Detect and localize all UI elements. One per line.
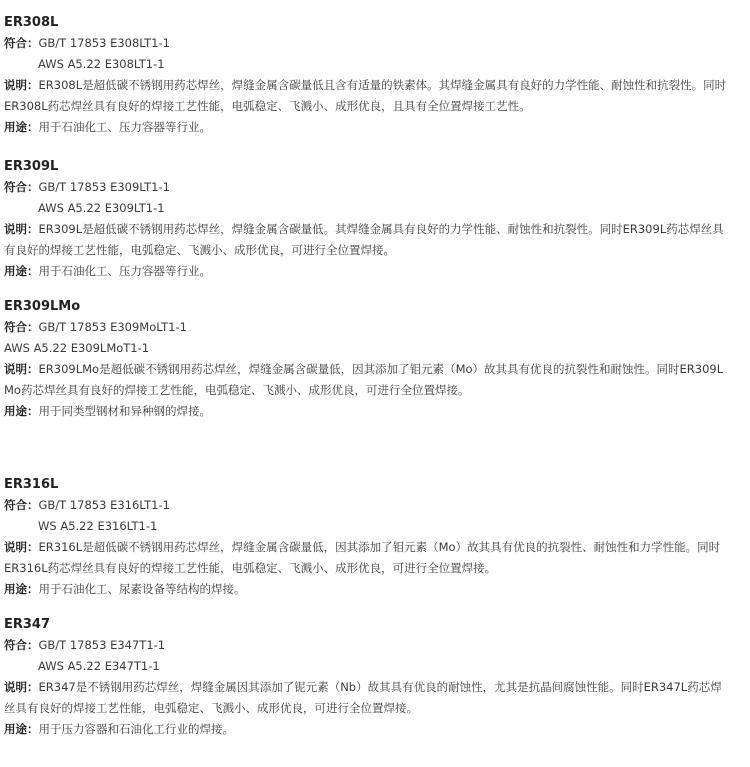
- description-text-cont: 有良好的焊接工艺性能，电弧稳定、飞溅小、成形优良，可进行全位置焊接。: [4, 243, 395, 257]
- product-title: ER308L: [4, 15, 59, 30]
- standard-line-aws: [4, 516, 748, 537]
- product-title: ER347: [4, 617, 51, 632]
- description-text-cont: ER316L药芯焊丝具有良好的焊接工艺性能，电弧稳定、飞溅小、成形优良，可进行全位置焊接。: [4, 561, 497, 575]
- standard-line: [4, 495, 748, 516]
- standard-aws: AWS A5.22 E347T1-1: [38, 659, 160, 673]
- product-section-er308l: [4, 12, 748, 138]
- usage-text: 用于石油化工、压力容器等行业。: [38, 120, 211, 134]
- product-section-er347: [4, 614, 748, 740]
- usage-text: 用于石油化工、压力容器等行业。: [38, 264, 211, 278]
- description-line-cont: [4, 558, 748, 579]
- standard-line: [4, 635, 748, 656]
- product-section-er316l: [4, 474, 748, 600]
- standard-gb: GB/T 17853 E316LT1-1: [38, 498, 170, 512]
- desc-label: 说明：: [4, 680, 39, 694]
- description-line: [4, 219, 748, 240]
- standard-line-aws: [4, 656, 748, 677]
- description-text: ER316L是超低碳不锈钢用药芯焊丝，焊缝金属含碳量低，因其添加了钼元素（Mo）故其具有优良的抗裂性、耐蚀性和力学性能。同时: [38, 540, 721, 554]
- usage-text: 用于压力容器和石油化工行业的焊接。: [38, 722, 234, 736]
- description-line: [4, 359, 748, 380]
- usage-line: [4, 261, 748, 282]
- description-line: [4, 537, 748, 558]
- description-text-cont: 丝具有良好的焊接工艺性能，电弧稳定、飞溅小、成形优良，可进行全位置焊接。: [4, 701, 418, 715]
- description-line-cont: [4, 96, 748, 117]
- description-text: ER309LMo是超低碳不锈钢用药芯焊丝，焊缝金属含碳量低，因其添加了钼元素（Mo）故其具有优良的抗裂性和耐蚀性。同时ER309L: [38, 362, 724, 376]
- description-line-cont: [4, 698, 748, 719]
- product-title: ER309L: [4, 159, 59, 174]
- usage-text: 用于石油化工、尿素设备等结构的焊接。: [38, 582, 246, 596]
- desc-label: 说明：: [4, 540, 39, 554]
- description-line-cont: [4, 380, 748, 401]
- description-line: [4, 677, 748, 698]
- description-text: ER308L是超低碳不锈钢用药芯焊丝，焊缝金属含碳量低且含有适量的铁素体。其焊缝金属具有良好的力学性能、耐蚀性和抗裂性。同时: [38, 78, 727, 92]
- standard-line: [4, 33, 748, 54]
- standard-gb: GB/T 17853 E309MoLT1-1: [38, 320, 187, 334]
- usage-label: 用途：: [4, 120, 39, 134]
- standard-gb: GB/T 17853 E309LT1-1: [38, 180, 170, 194]
- standard-aws: AWS A5.22 E308LT1-1: [38, 57, 165, 71]
- standard-line: [4, 317, 748, 338]
- desc-label: 说明：: [4, 78, 39, 92]
- conform-label: 符合：: [4, 320, 39, 334]
- standard-aws: AWS A5.22 E309LT1-1: [38, 201, 165, 215]
- usage-label: 用途：: [4, 404, 39, 418]
- standard-gb: GB/T 17853 E347T1-1: [38, 638, 166, 652]
- desc-label: 说明：: [4, 362, 39, 376]
- description-line: [4, 75, 748, 96]
- standard-line-aws: [4, 198, 748, 219]
- usage-line: [4, 401, 748, 422]
- product-section-er309lmo: [4, 296, 748, 422]
- description-text: ER347是不锈钢用药芯焊丝，焊缝金属因其添加了铌元素（Nb）故其具有优良的耐蚀性，尤其是抗晶间腐蚀性能。同时ER347L药芯焊: [38, 680, 722, 694]
- usage-label: 用途：: [4, 582, 39, 596]
- description-text-cont: ER308L药芯焊丝具有良好的焊接工艺性能，电弧稳定、飞溅小、成形优良，且具有全位置焊接工艺性。: [4, 99, 531, 113]
- desc-label: 说明：: [4, 222, 39, 236]
- conform-label: 符合：: [4, 36, 39, 50]
- usage-line: [4, 117, 748, 138]
- usage-line: [4, 579, 748, 600]
- standard-line-aws: [4, 54, 748, 75]
- conform-label: 符合：: [4, 180, 39, 194]
- product-section-er309l: [4, 156, 748, 282]
- description-text-cont: Mo药芯焊丝具有良好的焊接工艺性能，电弧稳定、飞溅小、成形优良，可进行全位置焊接。: [4, 383, 470, 397]
- standard-line: [4, 177, 748, 198]
- product-title: ER316L: [4, 477, 59, 492]
- standard-aws: AWS A5.22 E309LMoT1-1: [4, 341, 150, 355]
- description-text: ER309L是超低碳不锈钢用药芯焊丝，焊缝金属含碳量低。其焊缝金属具有良好的力学性能、耐蚀性和抗裂性。同时ER309L药芯焊丝具: [38, 222, 724, 236]
- standard-aws: WS A5.22 E316LT1-1: [38, 519, 158, 533]
- usage-label: 用途：: [4, 264, 39, 278]
- standard-gb: GB/T 17853 E308LT1-1: [38, 36, 170, 50]
- usage-line: [4, 719, 748, 740]
- conform-label: 符合：: [4, 498, 39, 512]
- usage-label: 用途：: [4, 722, 39, 736]
- usage-text: 用于同类型钢材和异种钢的焊接。: [38, 404, 211, 418]
- product-title: ER309LMo: [4, 299, 81, 314]
- conform-label: 符合：: [4, 638, 39, 652]
- standard-line-aws: [4, 338, 748, 359]
- description-line-cont: [4, 240, 748, 261]
